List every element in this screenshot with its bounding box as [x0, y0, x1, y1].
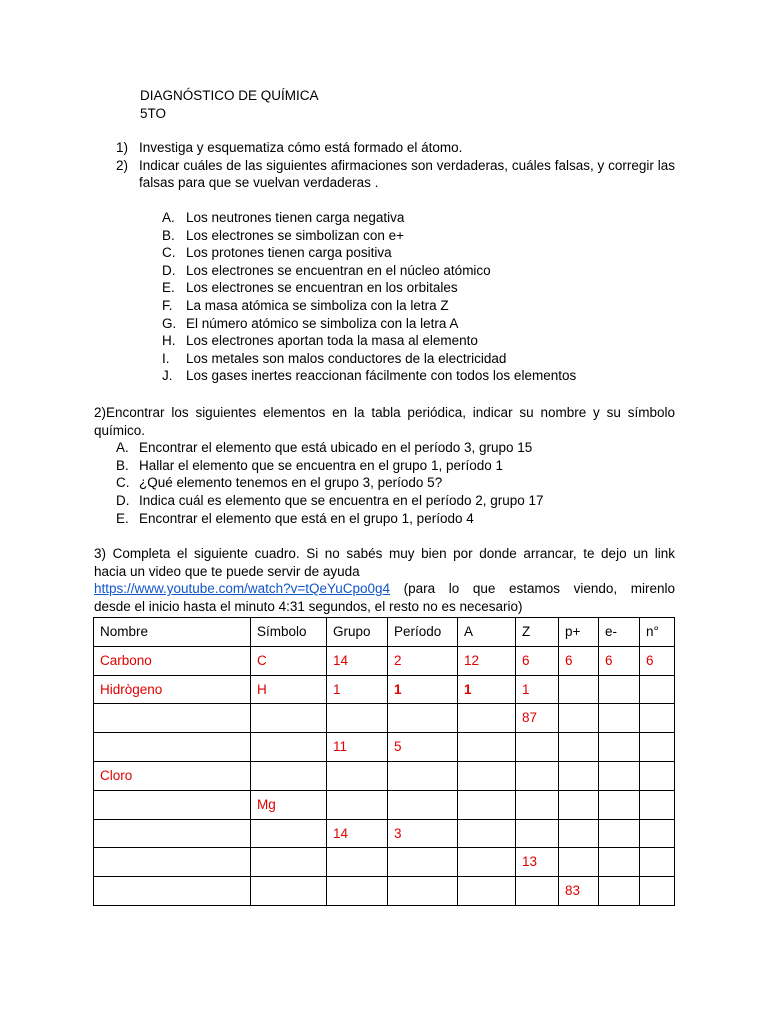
table-row — [94, 790, 675, 819]
cell-group[interactable] — [327, 761, 388, 790]
section-2-item — [94, 510, 675, 528]
header-cell-group: Grupo — [327, 618, 388, 647]
cell-name[interactable] — [94, 704, 251, 733]
cell-group[interactable]: 11 — [327, 733, 388, 762]
statement-item — [162, 350, 675, 368]
question-text: Indicar cuáles de las siguientes afirmaciones son verdaderas, cuáles falsas, y corregir las falsas para que se vuelvan verdaderas . — [139, 157, 675, 191]
cell-symbol[interactable] — [251, 704, 327, 733]
cell-protons[interactable]: 83 — [559, 877, 599, 906]
section-2-intro-cont: químico. — [94, 422, 146, 438]
statement-item — [162, 332, 675, 350]
table-row — [94, 877, 675, 906]
cell-name[interactable] — [94, 733, 251, 762]
header-cell-symbol: Símbolo — [251, 618, 327, 647]
section-3-intro-cont: hacia un video que te puede servir de ayuda — [94, 563, 360, 579]
statement-text: Los electrones aportan toda la masa al elemento — [186, 333, 478, 349]
cell-name[interactable] — [94, 877, 251, 906]
statement-text: Los electrones se encuentran en el núcleo atómico — [186, 262, 491, 278]
cell-period[interactable] — [388, 761, 458, 790]
cell-z[interactable]: 13 — [516, 848, 559, 877]
page-title: DIAGNÓSTICO DE QUÍMICA — [140, 88, 319, 103]
statement-text: Los gases inertes reaccionan fácilmente con todos los elementos — [186, 368, 577, 384]
cell-period[interactable] — [388, 790, 458, 819]
cell-group[interactable]: 14 — [327, 819, 388, 848]
table-row — [94, 646, 675, 675]
cell-symbol[interactable] — [251, 733, 327, 762]
statement-item — [162, 367, 675, 385]
statement-list — [162, 209, 675, 385]
statement-letter: D. — [162, 262, 176, 278]
statement-text: Los electrones se encuentran en los orbitales — [186, 280, 458, 296]
cell-neutrons[interactable] — [640, 819, 675, 848]
cell-name[interactable]: Carbono — [94, 646, 251, 675]
cell-period[interactable] — [388, 848, 458, 877]
table-row — [94, 761, 675, 790]
header-cell-protons: p+ — [559, 618, 599, 647]
cell-a[interactable] — [458, 704, 516, 733]
cell-z[interactable] — [516, 733, 559, 762]
header-cell-a: A — [458, 618, 516, 647]
question-text: Investiga y esquematiza cómo está formado el átomo. — [139, 140, 463, 155]
cell-a[interactable] — [458, 761, 516, 790]
cell-a[interactable] — [458, 848, 516, 877]
cell-group[interactable] — [327, 704, 388, 733]
cell-symbol[interactable] — [251, 761, 327, 790]
cell-symbol[interactable] — [251, 819, 327, 848]
header-cell-name: Nombre — [94, 618, 251, 647]
cell-name[interactable] — [94, 848, 251, 877]
cell-period[interactable] — [388, 877, 458, 906]
statement-item — [162, 262, 675, 280]
cell-a[interactable]: 1 — [458, 675, 516, 704]
statement-letter: E. — [162, 280, 175, 296]
cell-a[interactable] — [458, 790, 516, 819]
cell-neutrons[interactable] — [640, 877, 675, 906]
item-letter: E. — [116, 510, 129, 526]
cell-electrons[interactable] — [599, 790, 640, 819]
statement-letter: I. — [162, 350, 170, 366]
section-2-item — [94, 492, 675, 510]
table-row — [94, 819, 675, 848]
item-text: Indica cuál es elemento que se encuentra en el período 2, grupo 17 — [139, 492, 544, 508]
item-text: Hallar el elemento que se encuentra en el grupo 1, período 1 — [139, 457, 503, 473]
cell-z[interactable]: 87 — [516, 704, 559, 733]
question-list — [116, 139, 675, 192]
cell-electrons[interactable] — [599, 877, 640, 906]
cell-period[interactable]: 3 — [388, 819, 458, 848]
cell-period[interactable]: 5 — [388, 733, 458, 762]
cell-z[interactable] — [516, 790, 559, 819]
cell-symbol[interactable]: C — [251, 646, 327, 675]
statement-text: El número atómico se simboliza con la letra A — [186, 315, 459, 331]
statement-text: Los protones tienen carga positiva — [186, 245, 392, 261]
cell-electrons[interactable] — [599, 848, 640, 877]
cell-name[interactable] — [94, 819, 251, 848]
cell-z[interactable] — [516, 819, 559, 848]
statement-letter: J. — [162, 368, 173, 384]
statement-letter: C. — [162, 245, 176, 261]
item-letter: A. — [116, 440, 129, 456]
grade-label: 5TO — [140, 106, 167, 121]
statement-text: Los electrones se simbolizan con e+ — [186, 227, 404, 243]
cell-group[interactable]: 14 — [327, 646, 388, 675]
cell-electrons[interactable] — [599, 761, 640, 790]
item-letter: D. — [116, 492, 130, 508]
cell-protons[interactable] — [559, 790, 599, 819]
cell-period[interactable]: 2 — [388, 646, 458, 675]
section-3-note: desde el inicio hasta el minuto 4:31 segundos, el resto no es necesario) — [94, 598, 523, 614]
statement-item — [162, 209, 675, 227]
table-row — [94, 675, 675, 704]
cell-group[interactable] — [327, 877, 388, 906]
cell-neutrons[interactable] — [640, 675, 675, 704]
cell-protons[interactable] — [559, 704, 599, 733]
cell-a[interactable] — [458, 733, 516, 762]
statement-item — [162, 279, 675, 297]
cell-protons[interactable]: 6 — [559, 646, 599, 675]
header-cell-z: Z — [516, 618, 559, 647]
cell-group[interactable] — [327, 848, 388, 877]
statement-item — [162, 315, 675, 333]
link-note: (para lo que estamos viendo, mirenlo — [403, 581, 675, 597]
statement-letter: H. — [162, 333, 176, 349]
cell-a[interactable] — [458, 819, 516, 848]
cell-a[interactable]: 12 — [458, 646, 516, 675]
table-header-row — [94, 618, 675, 647]
cell-electrons[interactable] — [599, 704, 640, 733]
statement-letter: F. — [162, 297, 173, 313]
cell-z[interactable] — [516, 761, 559, 790]
cell-period[interactable]: 1 — [388, 675, 458, 704]
cell-name[interactable] — [94, 790, 251, 819]
statement-item — [162, 297, 675, 315]
table-row — [94, 733, 675, 762]
statement-letter: G. — [162, 315, 177, 331]
item-text: ¿Qué elemento tenemos en el grupo 3, período 5? — [139, 475, 443, 491]
cell-symbol[interactable] — [251, 877, 327, 906]
cell-symbol[interactable] — [251, 848, 327, 877]
statement-letter: B. — [162, 227, 175, 243]
cell-neutrons[interactable] — [640, 704, 675, 733]
table-row — [94, 704, 675, 733]
cell-protons[interactable] — [559, 819, 599, 848]
cell-symbol[interactable]: Mg — [251, 790, 327, 819]
section-3 — [94, 545, 675, 615]
cell-period[interactable] — [388, 704, 458, 733]
section-3-intro: 3) Completa el siguiente cuadro. Si no sabés muy bien por donde arrancar, te dejo un link — [94, 546, 675, 561]
section-2-intro: 2)Encontrar los siguientes elementos en la tabla periódica, indicar su nombre y su símbolo — [94, 405, 675, 420]
cell-protons[interactable] — [559, 761, 599, 790]
header-cell-neutrons: n° — [640, 618, 675, 647]
statement-text: Los metales son malos conductores de la electricidad — [186, 350, 507, 366]
section-2 — [94, 404, 675, 527]
cell-group[interactable] — [327, 790, 388, 819]
statement-text: Los neutrones tienen carga negativa — [186, 210, 405, 225]
section-2-item — [94, 439, 675, 457]
cell-neutrons[interactable] — [640, 733, 675, 762]
statement-item — [162, 227, 675, 245]
cell-name[interactable]: Cloro — [94, 761, 251, 790]
cell-protons[interactable] — [559, 848, 599, 877]
statement-item — [162, 244, 675, 262]
item-text: Encontrar el elemento que está ubicado en el período 3, grupo 15 — [139, 440, 533, 456]
question-item — [116, 157, 675, 192]
video-link[interactable]: https://www.youtube.com/watch?v=tQeYuCpo0g4 — [94, 581, 391, 597]
section-2-item — [94, 457, 675, 475]
item-letter: B. — [116, 457, 129, 473]
cell-electrons[interactable] — [599, 819, 640, 848]
section-2-item — [94, 474, 675, 492]
cell-a[interactable] — [458, 877, 516, 906]
question-item — [116, 139, 675, 157]
header-cell-period: Período — [388, 618, 458, 647]
cell-electrons[interactable]: 6 — [599, 646, 640, 675]
header-cell-electrons: e- — [599, 618, 640, 647]
item-letter: C. — [116, 475, 130, 491]
cell-symbol[interactable]: H — [251, 675, 327, 704]
statement-text: La masa atómica se simboliza con la letra Z — [186, 297, 449, 313]
cell-electrons[interactable] — [599, 675, 640, 704]
document-header — [140, 87, 319, 123]
statement-letter: A. — [162, 210, 175, 225]
cell-protons[interactable] — [559, 675, 599, 704]
section-3-link-line — [94, 580, 675, 598]
cell-z[interactable] — [516, 877, 559, 906]
cell-neutrons[interactable]: 6 — [640, 646, 675, 675]
item-text: Encontrar el elemento que está en el grupo 1, período 4 — [139, 510, 474, 526]
cell-z[interactable]: 1 — [516, 675, 559, 704]
elements-table — [93, 617, 675, 906]
table-row — [94, 848, 675, 877]
cell-neutrons[interactable] — [640, 848, 675, 877]
cell-group[interactable]: 1 — [327, 675, 388, 704]
cell-neutrons[interactable] — [640, 761, 675, 790]
cell-neutrons[interactable] — [640, 790, 675, 819]
question-number: 2) — [116, 157, 129, 173]
cell-protons[interactable] — [559, 733, 599, 762]
cell-electrons[interactable] — [599, 733, 640, 762]
cell-name[interactable]: Hidrògeno — [94, 675, 251, 704]
cell-z[interactable]: 6 — [516, 646, 559, 675]
question-number: 1) — [116, 140, 129, 155]
